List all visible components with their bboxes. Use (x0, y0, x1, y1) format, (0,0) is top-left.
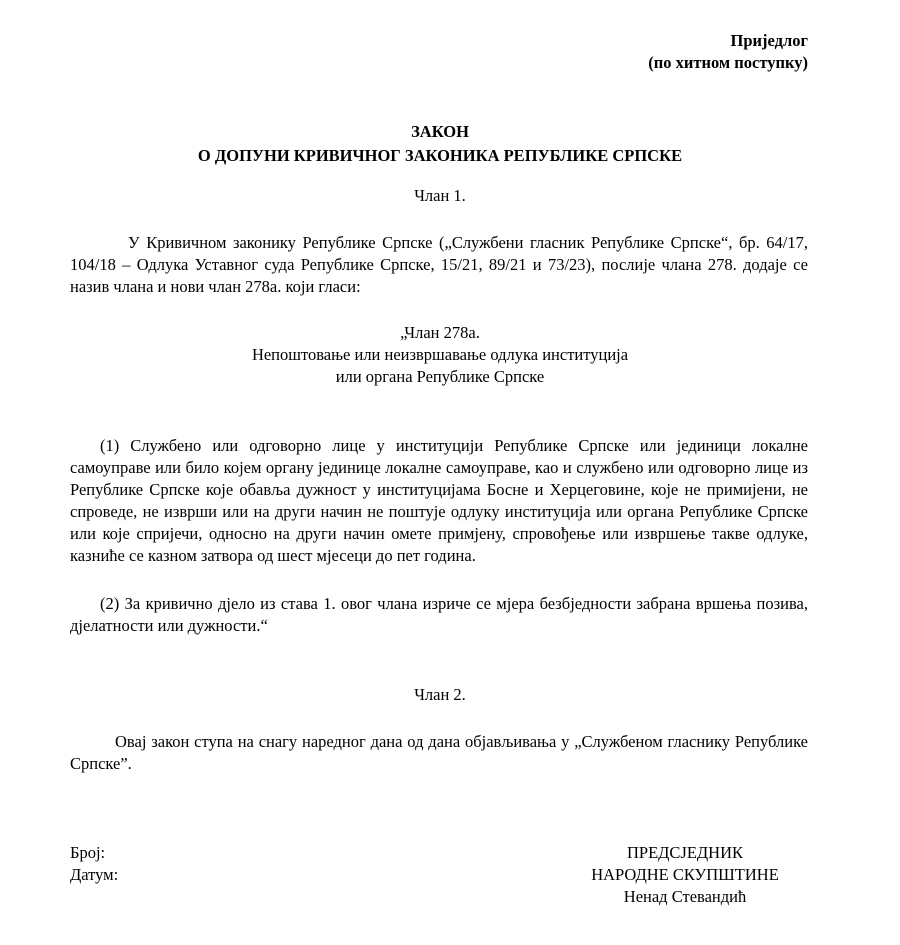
signature-role-line2: НАРОДНЕ СКУПШТИНЕ (591, 865, 779, 884)
article-2-heading: Члан 2. (414, 685, 466, 704)
signature-block (560, 842, 810, 908)
signature-role-line1: ПРЕДСЈЕДНИК (626, 843, 744, 862)
paragraph-2-text: (2) За кривично дјело из става 1. овог члана изриче се мјера безбједности забрана вршења позива, дјелатности или дужности.“ (70, 594, 808, 635)
date-label: Датум: (70, 865, 119, 884)
article-1-body (70, 232, 808, 298)
new-article-title-line2: или органа Републике Српске (335, 367, 545, 386)
paragraph-1 (70, 435, 808, 567)
new-article-title-line1: Непоштовање или неизвршавање одлука институција (251, 345, 629, 364)
law-title-line1: ЗАКОН (411, 122, 469, 141)
number-label: Број: (70, 843, 106, 862)
article-1-heading: Члан 1. (414, 186, 466, 205)
proposal-header (508, 30, 808, 74)
paragraph-2 (70, 593, 808, 637)
law-title (70, 120, 810, 168)
new-article-heading (70, 322, 810, 388)
signature-name: Ненад Стевандић (623, 887, 747, 906)
new-article-number: „Члан 278а. (400, 323, 480, 342)
proposal-procedure: (по хитном поступку) (648, 53, 808, 72)
article-2-text: Овај закон ступа на снагу наредног дана од дана објављивања у „Службеном гласнику Републике Српске”. (70, 732, 808, 773)
proposal-label: Приједлог (730, 31, 808, 50)
law-title-line2: О ДОПУНИ КРИВИЧНОГ ЗАКОНИКА РЕПУБЛИКЕ СРПСКЕ (197, 146, 683, 165)
signature-left (70, 842, 270, 886)
article-1-text: У Кривичном законику Републике Српске („Службени гласник Републике Српске“, бр. 64/17, 104/18 – Одлука Уставног суда Републике Српске, 15/21, 89/21 и 73/23), послије члана 278. додаје се назив члана и нови члан 278а. који гласи: (70, 233, 808, 296)
article-2-body (70, 731, 808, 775)
paragraph-1-text: (1) Службено или одговорно лице у институцији Републике Српске или јединици локалне самоуправе или било којем органу јединице локалне самоуправе, као и службено или одговорно лице из Републике Српске које обавља дужност у институцијама Босне и Херцеговине, које не примијени, не спроведе, не изврши или на други начин не поштује одлуку институција или органа Републике Српске или које спријечи, односно на други начин омете примјену, спровођење или извршење такве одлуке, казниће се казном затвора од шест мјесеци до пет година. (70, 436, 808, 565)
